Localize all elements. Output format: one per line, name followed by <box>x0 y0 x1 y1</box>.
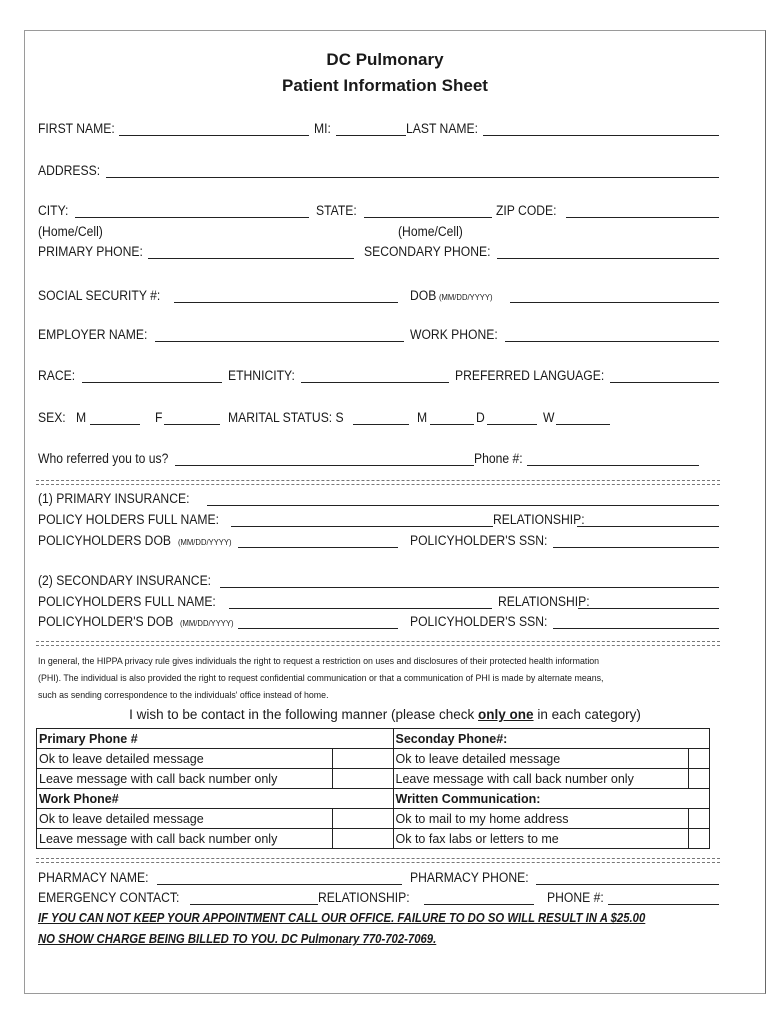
table-row <box>37 789 710 809</box>
hippa-notice-line: such as sending correspondence to the individuals' office instead of home. <box>38 690 329 701</box>
pharmacy-phone-label: PHARMACY PHONE: <box>410 870 529 885</box>
mi-label: MI: <box>314 121 331 136</box>
option-label: Leave message with call back number only <box>37 829 333 849</box>
checkbox-cell[interactable] <box>689 769 710 789</box>
checkbox-cell[interactable] <box>332 769 393 789</box>
ssn-field[interactable] <box>174 302 398 303</box>
city-field[interactable] <box>75 217 309 218</box>
written-communication-heading: Written Communication: <box>393 789 710 809</box>
secondary-relationship-field[interactable] <box>578 608 719 609</box>
dob-field[interactable] <box>510 302 719 303</box>
dob-format-note: (MM/DD/YYYY) <box>439 292 493 302</box>
contact-heading-emphasis: only one <box>478 707 534 722</box>
state-label: STATE: <box>316 203 357 218</box>
no-show-warning: NO SHOW CHARGE BEING BILLED TO YOU. DC Pulmonary 770-702-7069. <box>38 932 437 946</box>
secondary-holder-name-label: POLICYHOLDERS FULL NAME: <box>38 594 216 609</box>
pharmacy-name-field[interactable] <box>157 884 402 885</box>
section-divider <box>36 858 720 859</box>
mi-field[interactable] <box>336 135 406 136</box>
primary-holder-dob-field[interactable] <box>238 547 398 548</box>
primary-holder-ssn-field[interactable] <box>553 547 719 548</box>
home-cell-note-primary: (Home/Cell) <box>38 224 103 239</box>
option-label: Leave message with call back number only <box>393 769 689 789</box>
checkbox-cell[interactable] <box>689 809 710 829</box>
zip-field[interactable] <box>566 217 719 218</box>
secondary-holder-ssn-field[interactable] <box>553 628 719 629</box>
checkbox-cell[interactable] <box>689 829 710 849</box>
work-phone-label: WORK PHONE: <box>410 327 498 342</box>
language-label: PREFERRED LANGUAGE: <box>455 368 605 383</box>
language-field[interactable] <box>610 382 719 383</box>
zip-label: ZIP CODE: <box>496 203 557 218</box>
work-phone-field[interactable] <box>505 341 719 342</box>
table-row <box>37 729 710 749</box>
no-show-warning: IF YOU CAN NOT KEEP YOUR APPOINTMENT CALL OUR OFFICE. FAILURE TO DO SO WILL RESULT IN A $25.00 <box>38 911 646 925</box>
home-cell-note-secondary: (Home/Cell) <box>398 224 463 239</box>
sex-m-label: M <box>76 410 87 425</box>
option-label: Ok to leave detailed message <box>393 749 689 769</box>
table-row <box>37 829 710 849</box>
primary-holder-name-label: POLICY HOLDERS FULL NAME: <box>38 512 219 527</box>
form-subtitle: Patient Information Sheet <box>282 76 488 95</box>
option-label: Ok to mail to my home address <box>393 809 689 829</box>
sex-f-field[interactable] <box>164 424 220 425</box>
primary-phone-label: PRIMARY PHONE: <box>38 244 143 259</box>
employer-field[interactable] <box>155 341 404 342</box>
race-field[interactable] <box>82 382 222 383</box>
contact-heading-post: in each category) <box>533 707 641 722</box>
address-field[interactable] <box>106 177 719 178</box>
secondary-insurance-label: (2) SECONDARY INSURANCE: <box>38 573 212 588</box>
table-row <box>37 749 710 769</box>
primary-phone-field[interactable] <box>148 258 354 259</box>
form-title: DC Pulmonary <box>326 50 444 69</box>
ethnicity-field[interactable] <box>301 382 449 383</box>
table-row <box>37 809 710 829</box>
primary-holder-ssn-label: POLICYHOLDER'S SSN: <box>410 533 548 548</box>
dob-label: DOB <box>410 288 437 303</box>
last-name-field[interactable] <box>483 135 719 136</box>
primary-insurance-label: (1) PRIMARY INSURANCE: <box>38 491 190 506</box>
primary-relationship-label: RELATIONSHIP: <box>493 512 585 527</box>
primary-phone-heading: Primary Phone # <box>37 729 394 749</box>
pharmacy-name-label: PHARMACY NAME: <box>38 870 149 885</box>
sex-label: SEX: <box>38 410 66 425</box>
secondary-insurance-field[interactable] <box>220 587 719 588</box>
emergency-phone-field[interactable] <box>608 904 719 905</box>
hippa-notice-line: (PHI). The individual is also provided the right to request confidential communication or that a communication of PHI is made by alternate means, <box>38 673 604 684</box>
section-divider <box>36 484 720 485</box>
secondary-phone-heading: Seconday Phone#: <box>393 729 710 749</box>
state-field[interactable] <box>364 217 492 218</box>
option-label: Ok to leave detailed message <box>37 749 333 769</box>
emergency-relationship-label: RELATIONSHIP: <box>318 890 410 905</box>
address-label: ADDRESS: <box>38 163 101 178</box>
option-label: Ok to fax labs or letters to me <box>393 829 689 849</box>
work-phone-heading: Work Phone# <box>37 789 394 809</box>
primary-holder-dob-label: POLICYHOLDERS DOB <box>38 533 172 548</box>
hippa-notice-line: In general, the HIPPA privacy rule gives individuals the right to request a restriction on uses and disclosures of their protected health information <box>38 656 600 667</box>
section-divider <box>36 862 720 863</box>
sex-f-label: F <box>155 410 163 425</box>
section-divider <box>36 480 720 481</box>
contact-heading-pre: I wish to be contact in the following manner (please check <box>129 707 479 722</box>
referred-label: Who referred you to us? <box>38 451 169 466</box>
section-divider <box>36 641 720 642</box>
marital-m-field[interactable] <box>430 424 474 425</box>
secondary-phone-label: SECONDARY PHONE: <box>364 244 491 259</box>
contact-preference-table <box>36 728 710 849</box>
referral-phone-label: Phone #: <box>474 451 523 466</box>
table-row <box>37 769 710 789</box>
marital-w-label: W <box>543 410 555 425</box>
primary-relationship-field[interactable] <box>577 526 719 527</box>
secondary-holder-dob-field[interactable] <box>238 628 398 629</box>
race-label: RACE: <box>38 368 76 383</box>
contact-preference-heading <box>0 707 770 722</box>
option-label: Leave message with call back number only <box>37 769 333 789</box>
employer-label: EMPLOYER NAME: <box>38 327 148 342</box>
section-divider <box>36 645 720 646</box>
option-label: Ok to leave detailed message <box>37 809 333 829</box>
checkbox-cell[interactable] <box>332 809 393 829</box>
marital-w-field[interactable] <box>556 424 610 425</box>
checkbox-cell[interactable] <box>689 749 710 769</box>
referred-field[interactable] <box>175 465 474 466</box>
secondary-phone-field[interactable] <box>497 258 719 259</box>
emergency-contact-label: EMERGENCY CONTACT: <box>38 890 180 905</box>
ethnicity-label: ETHNICITY: <box>228 368 295 383</box>
sex-m-field[interactable] <box>90 424 140 425</box>
emergency-relationship-field[interactable] <box>424 904 534 905</box>
checkbox-cell[interactable] <box>332 829 393 849</box>
secondary-relationship-label: RELATIONSHIP: <box>498 594 590 609</box>
marital-d-field[interactable] <box>487 424 537 425</box>
secondary-holder-ssn-label: POLICYHOLDER'S SSN: <box>410 614 548 629</box>
primary-insurance-field[interactable] <box>207 505 719 506</box>
pharmacy-phone-field[interactable] <box>536 884 719 885</box>
ssn-label: SOCIAL SECURITY #: <box>38 288 161 303</box>
first-name-label: FIRST NAME: <box>38 121 115 136</box>
marital-s-field[interactable] <box>353 424 409 425</box>
first-name-field[interactable] <box>119 135 309 136</box>
marital-d-label: D <box>476 410 485 425</box>
secondary-dob-format-note: (MM/DD/YYYY) <box>180 618 234 628</box>
emergency-phone-label: PHONE #: <box>547 890 604 905</box>
primary-holder-name-field[interactable] <box>231 526 493 527</box>
referral-phone-field[interactable] <box>527 465 699 466</box>
marital-m-label: M <box>417 410 428 425</box>
last-name-label: LAST NAME: <box>406 121 479 136</box>
primary-dob-format-note: (MM/DD/YYYY) <box>178 537 232 547</box>
secondary-holder-dob-label: POLICYHOLDER'S DOB <box>38 614 174 629</box>
marital-status-label: MARITAL STATUS: S <box>228 410 344 425</box>
emergency-contact-field[interactable] <box>190 904 318 905</box>
city-label: CITY: <box>38 203 69 218</box>
checkbox-cell[interactable] <box>332 749 393 769</box>
secondary-holder-name-field[interactable] <box>229 608 492 609</box>
